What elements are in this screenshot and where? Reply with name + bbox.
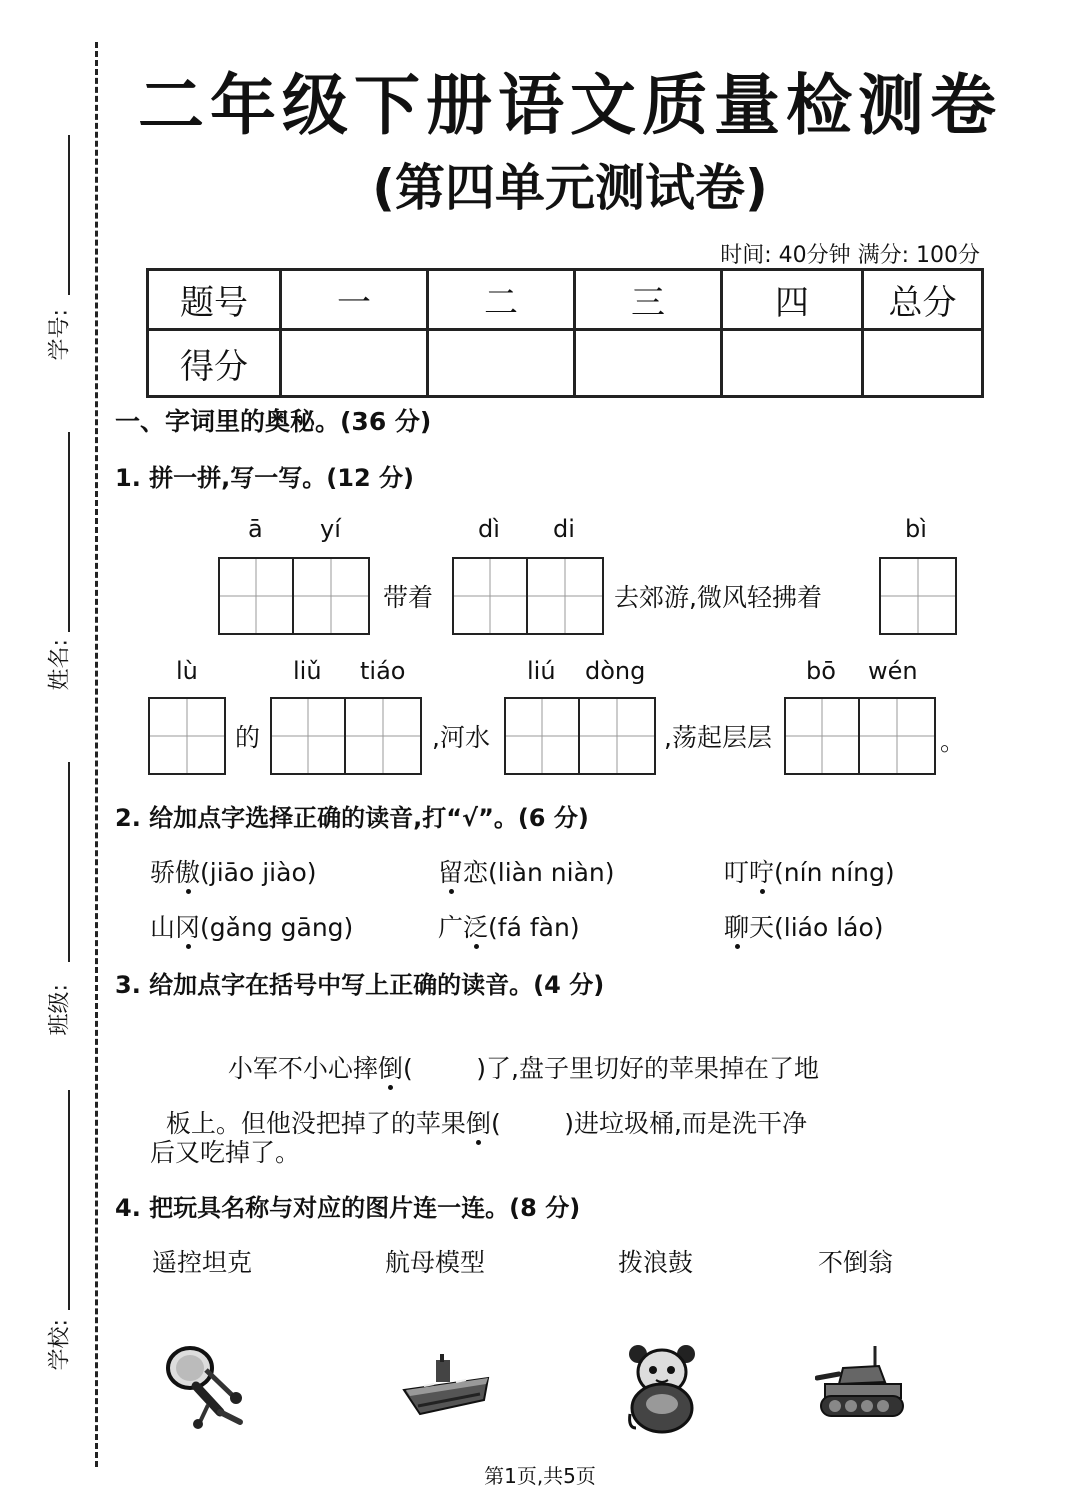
tank-icon[interactable] bbox=[815, 1344, 907, 1424]
q1-text: 。 bbox=[940, 727, 966, 756]
score-input-cell[interactable] bbox=[722, 330, 863, 397]
class-label: 班级: bbox=[47, 984, 73, 1036]
pinyin: liú bbox=[527, 657, 556, 685]
emphasis-char: 冈 bbox=[175, 913, 201, 942]
writing-grid[interactable] bbox=[879, 557, 957, 635]
pinyin: tiáo bbox=[360, 657, 406, 685]
q2-item: 留恋(liàn niàn) bbox=[438, 858, 615, 887]
score-header-cell: 四 bbox=[722, 270, 863, 330]
rattle-drum-icon[interactable] bbox=[160, 1340, 255, 1430]
emphasis-char: 咛 bbox=[749, 858, 775, 887]
q2-item: 骄傲(jiāo jiào) bbox=[150, 858, 317, 887]
q1-label: 1. 拼一拼,写一写。(12 分) bbox=[115, 464, 414, 492]
aircraft-carrier-icon[interactable] bbox=[400, 1350, 492, 1422]
school-label: 学校: bbox=[47, 1319, 73, 1371]
q3-label: 3. 给加点字在括号中写上正确的读音。(4 分) bbox=[115, 971, 605, 999]
section-1-title: 一、字词里的奥秘。(36 分) bbox=[115, 407, 432, 436]
pinyin: di bbox=[553, 515, 575, 543]
score-input-cell[interactable] bbox=[575, 330, 722, 397]
class-line bbox=[68, 762, 70, 962]
emphasis-char: 倒 bbox=[465, 1109, 491, 1138]
score-input-cell[interactable] bbox=[428, 330, 575, 397]
writing-grid[interactable] bbox=[452, 557, 604, 635]
pinyin: bō bbox=[806, 657, 836, 685]
score-header-cell: 三 bbox=[575, 270, 722, 330]
q3-line-2: 板上。但他没把掉了的苹果倒( )进垃圾桶,而是洗干净 bbox=[165, 1109, 807, 1138]
student-no-label: 学号: bbox=[47, 309, 73, 361]
q3-line-3: 后又吃掉了。 bbox=[150, 1138, 301, 1167]
pinyin: dì bbox=[478, 515, 500, 543]
writing-grid[interactable] bbox=[270, 697, 422, 775]
pinyin: lù bbox=[176, 657, 198, 685]
pinyin: dòng bbox=[585, 657, 646, 685]
writing-grid[interactable] bbox=[784, 697, 936, 775]
time-info: 时间: 40分钟 满分: 100分 bbox=[720, 243, 980, 268]
q4-label: 4. 把玩具名称与对应的图片连一连。(8 分) bbox=[115, 1194, 581, 1222]
score-input-cell[interactable] bbox=[863, 330, 983, 397]
binding-dashed-line bbox=[95, 42, 98, 1467]
q2-item: 广泛(fá fàn) bbox=[438, 913, 580, 942]
toy-name[interactable]: 遥控坦克 bbox=[152, 1248, 253, 1277]
score-row-label: 得分 bbox=[148, 330, 281, 397]
emphasis-char: 傲 bbox=[175, 858, 201, 887]
school-line bbox=[68, 1090, 70, 1310]
page-footer: 第1页,共5页 bbox=[484, 1464, 596, 1488]
score-header-cell: 二 bbox=[428, 270, 575, 330]
pinyin: ā bbox=[248, 515, 263, 543]
pinyin: wén bbox=[868, 657, 918, 685]
toy-name[interactable]: 拨浪鼓 bbox=[618, 1248, 694, 1277]
q1-text: ,河水 bbox=[432, 723, 490, 752]
name-line bbox=[68, 432, 70, 632]
q1-text: 去郊游,微风轻拂着 bbox=[614, 583, 822, 612]
page-subtitle: (第四单元测试卷) bbox=[372, 159, 768, 217]
writing-grid[interactable] bbox=[148, 697, 226, 775]
score-header-cell: 总分 bbox=[863, 270, 983, 330]
q1-text: ,荡起层层 bbox=[664, 723, 772, 752]
q3-line-1: 小军不小心摔倒( )了,盘子里切好的苹果掉在了地 bbox=[227, 1054, 819, 1083]
score-table bbox=[146, 268, 984, 398]
toy-name[interactable]: 航母模型 bbox=[385, 1248, 486, 1277]
score-header-cell: 题号 bbox=[148, 270, 281, 330]
pinyin: yí bbox=[320, 515, 341, 543]
emphasis-char: 倒 bbox=[377, 1054, 403, 1083]
q2-item: 聊天(liáo láo) bbox=[724, 913, 884, 942]
emphasis-char: 留 bbox=[438, 858, 464, 887]
pinyin: bì bbox=[905, 515, 927, 543]
q1-text: 的 bbox=[235, 723, 261, 752]
tumbler-doll-icon[interactable] bbox=[622, 1342, 702, 1434]
pinyin: liǔ bbox=[293, 657, 322, 685]
score-header-cell: 一 bbox=[281, 270, 428, 330]
writing-grid[interactable] bbox=[218, 557, 370, 635]
q2-item: 山冈(gǎng gāng) bbox=[150, 913, 354, 942]
q2-label: 2. 给加点字选择正确的读音,打“√”。(6 分) bbox=[115, 804, 589, 832]
q1-text: 带着 bbox=[383, 583, 434, 612]
toy-name[interactable]: 不倒翁 bbox=[818, 1248, 894, 1277]
writing-grid[interactable] bbox=[504, 697, 656, 775]
page-title: 二年级下册语文质量检测卷 bbox=[138, 67, 1002, 144]
emphasis-char: 聊 bbox=[724, 913, 750, 942]
score-input-cell[interactable] bbox=[281, 330, 428, 397]
name-label: 姓名: bbox=[47, 639, 73, 691]
student-no-line bbox=[68, 135, 70, 295]
q2-item: 叮咛(nín níng) bbox=[724, 858, 895, 887]
emphasis-char: 泛 bbox=[463, 913, 489, 942]
